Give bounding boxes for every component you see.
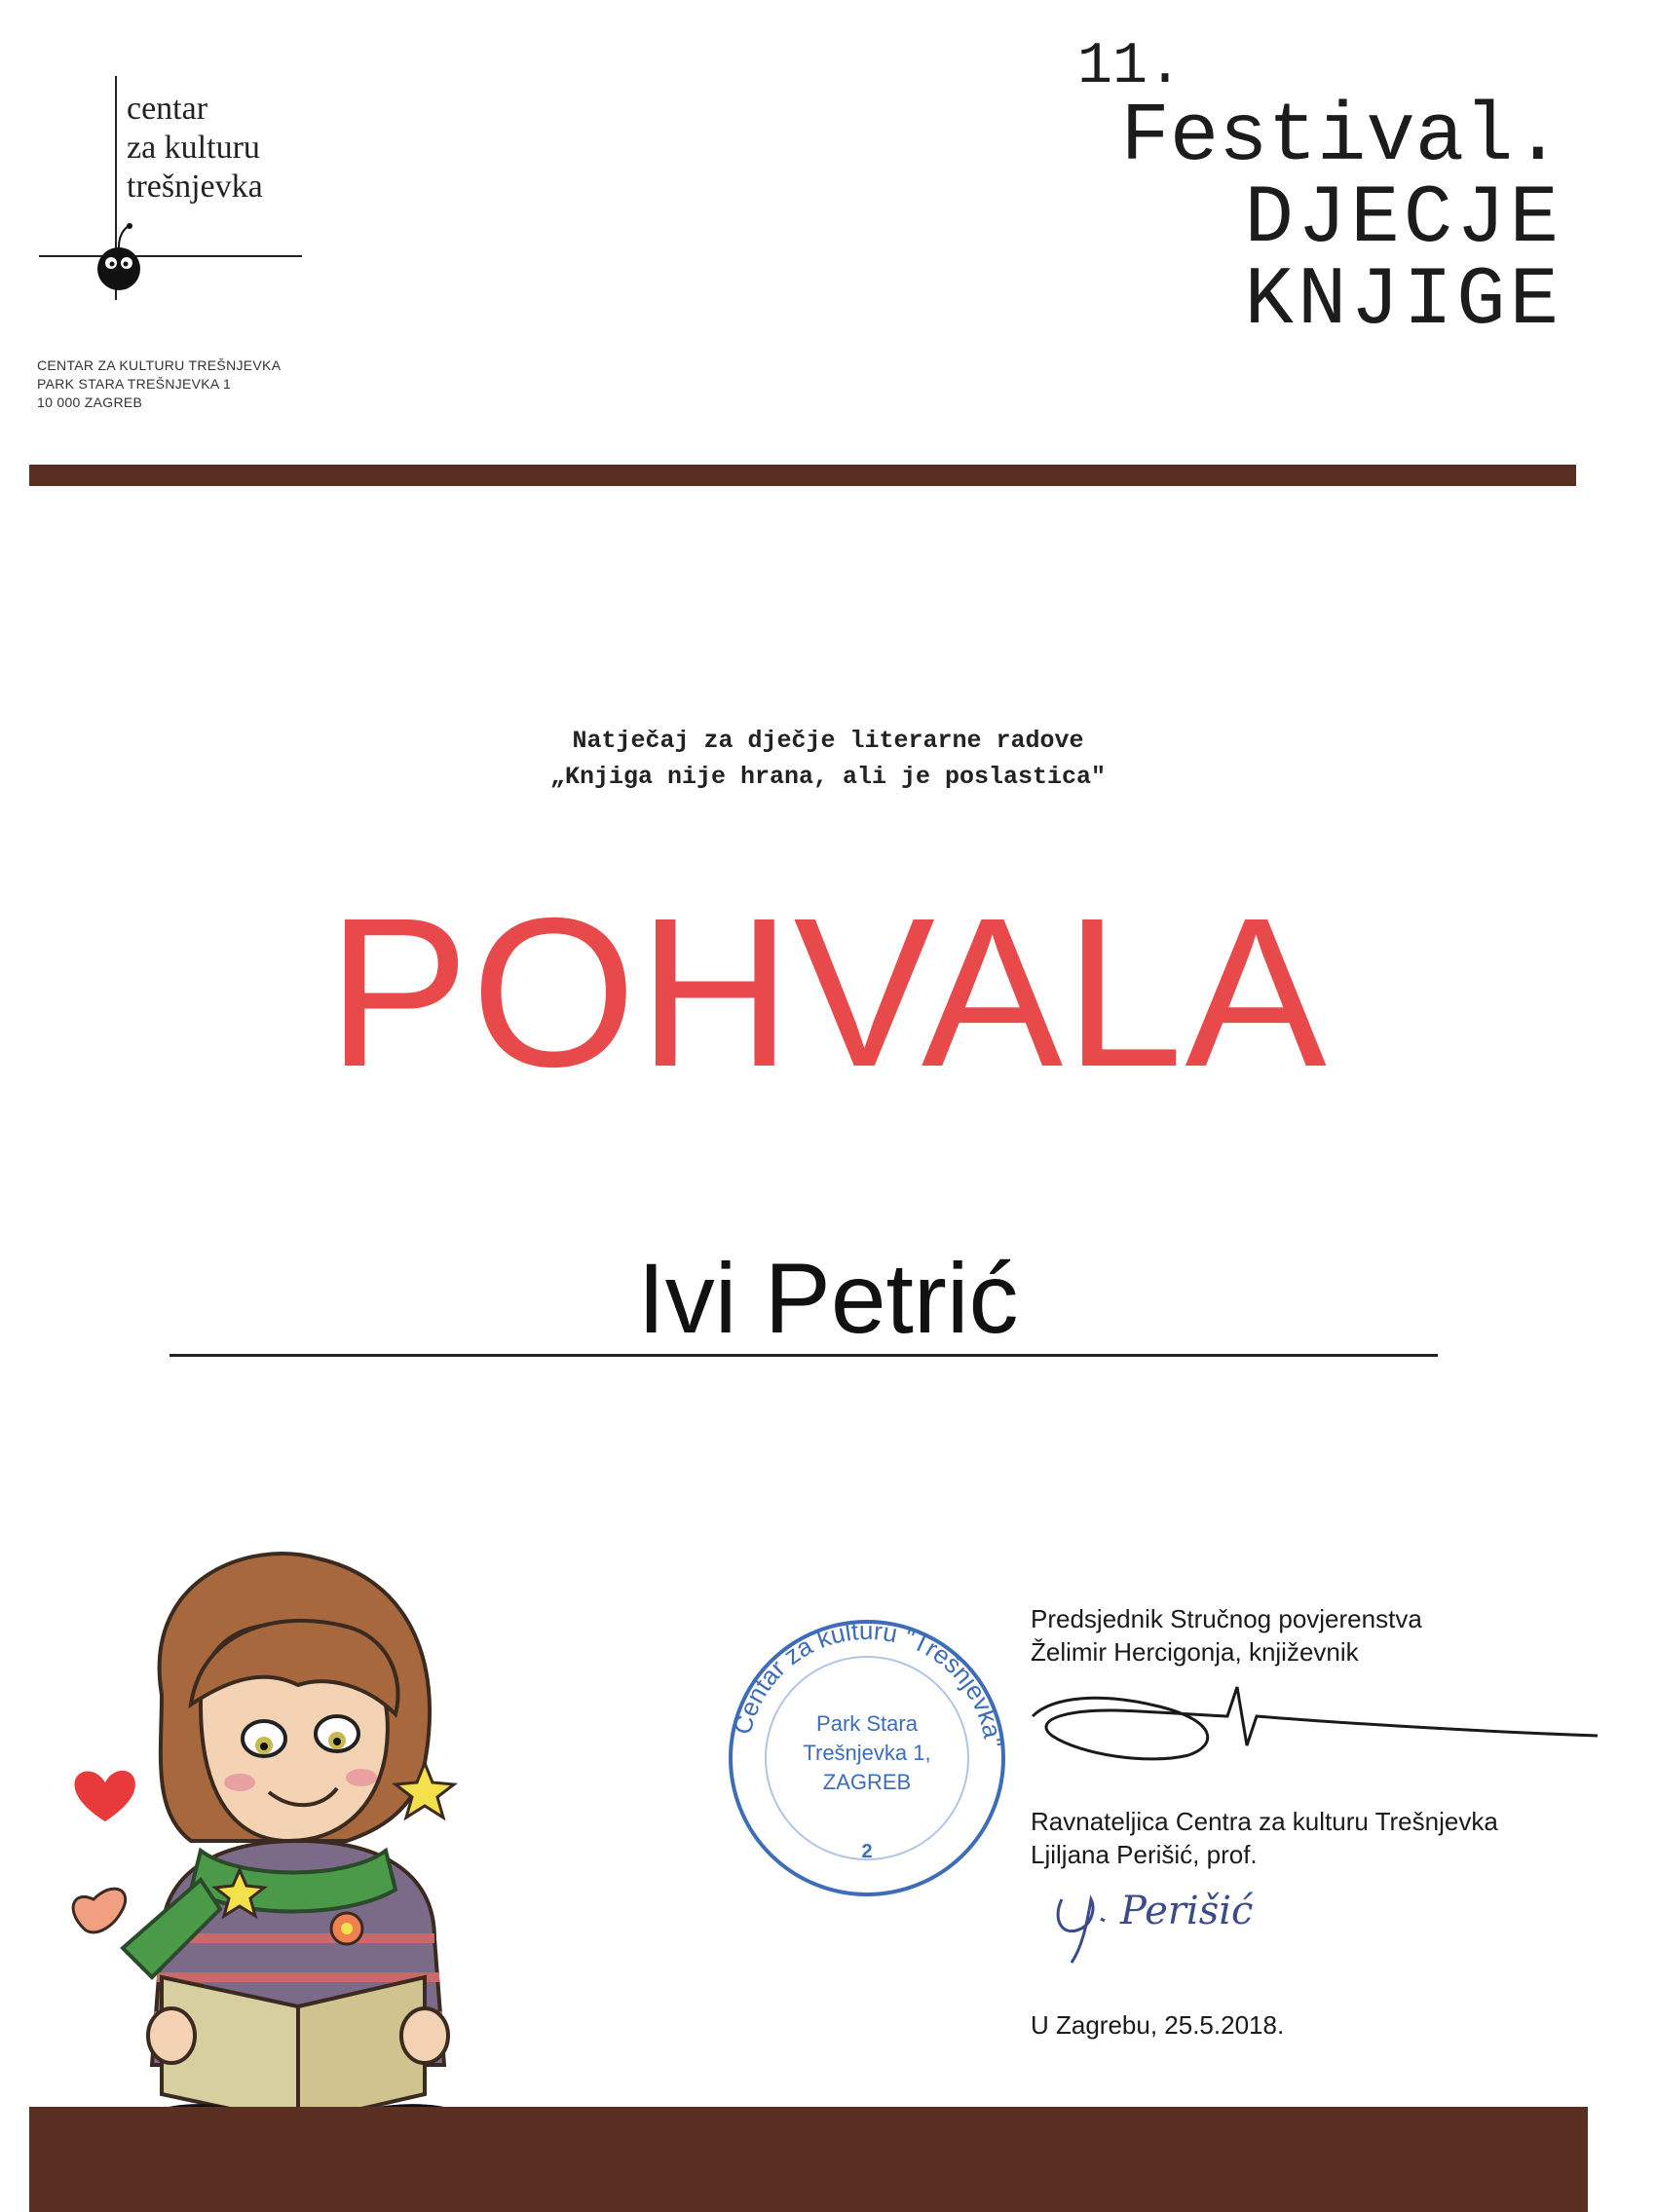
signatory-2-role: Ravnateljica Centra za kulturu Trešnjevka bbox=[1031, 1807, 1498, 1836]
stamp-line-1: Park Stara bbox=[816, 1711, 918, 1736]
address-line-3: 10 000 ZAGREB bbox=[37, 394, 143, 410]
logo-line-2: za kulturu bbox=[127, 130, 260, 166]
signature-2-text: Perišić bbox=[1120, 1889, 1254, 1933]
bottom-bar bbox=[29, 2107, 1588, 2212]
heart-icon bbox=[74, 1771, 134, 1821]
handwritten-signature-2 bbox=[1042, 1870, 1335, 1968]
date-line: U Zagrebu, 25.5.2018. bbox=[1031, 2010, 1285, 2040]
stamp-number: 2 bbox=[861, 1841, 873, 1862]
official-stamp bbox=[721, 1612, 1013, 1904]
cherry-bug-logo-icon bbox=[90, 222, 148, 300]
recipient-name: Ivi Petrić bbox=[637, 1243, 1019, 1354]
stamp-ring-text: Centar za kulturu "Trešnjevka" bbox=[727, 1615, 1009, 1749]
festival-number: 11. bbox=[1076, 34, 1183, 100]
recipient-underline bbox=[169, 1354, 1438, 1357]
logo-horizontal-line bbox=[39, 255, 302, 257]
address-line-1: CENTAR ZA KULTURU TREŠNJEVKA bbox=[37, 357, 282, 373]
contest-line-1: Natječaj za dječje literarne radove bbox=[572, 727, 1084, 755]
top-divider-bar bbox=[29, 465, 1576, 486]
signatory-2 bbox=[1031, 1805, 1498, 1871]
festival-line-3: KNJIGE bbox=[1244, 255, 1562, 348]
address-block bbox=[37, 356, 281, 412]
contest-heading bbox=[0, 723, 1656, 795]
signatory-2-name: Ljiljana Perišić, prof. bbox=[1031, 1840, 1258, 1869]
signatory-1 bbox=[1031, 1602, 1422, 1668]
festival-line-2: DJECJE bbox=[1244, 173, 1562, 266]
stamp-line-2: Trešnjevka 1, bbox=[803, 1741, 931, 1765]
festival-line-1: Festival. bbox=[1120, 92, 1562, 184]
girl-reading-illustration bbox=[55, 1519, 561, 2201]
logo-line-3: trešnjevka bbox=[127, 169, 263, 205]
handwritten-signature-1 bbox=[1023, 1677, 1607, 1765]
address-line-2: PARK STARA TREŠNJEVKA 1 bbox=[37, 376, 232, 392]
signatory-1-name: Želimir Hercigonja, književnik bbox=[1031, 1637, 1359, 1667]
signatory-1-role: Predsjednik Stručnog povjerenstva bbox=[1031, 1604, 1422, 1633]
logo-wordmark bbox=[127, 90, 263, 206]
logo-line-1: centar bbox=[127, 91, 208, 127]
contest-line-2: „Knjiga nije hrana, ali je poslastica" bbox=[549, 763, 1107, 791]
stamp-line-3: ZAGREB bbox=[822, 1770, 912, 1794]
award-title: POHVALA bbox=[327, 875, 1329, 1111]
festival-title bbox=[1076, 34, 1562, 348]
